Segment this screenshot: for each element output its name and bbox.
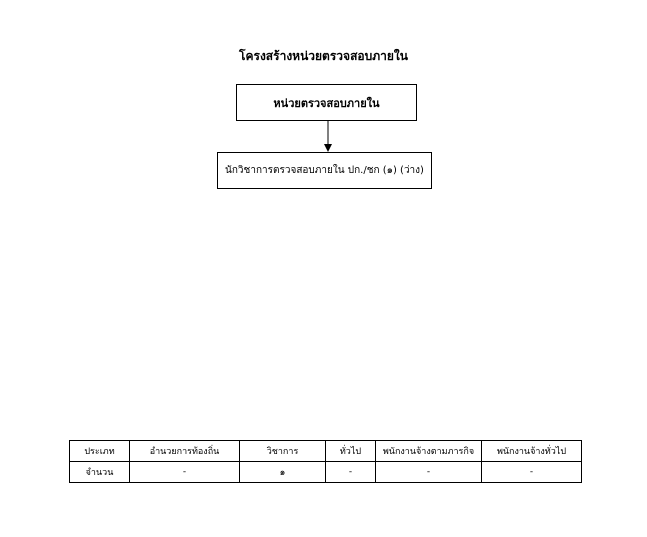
table-cell: ทั่วไป [326,441,376,462]
org-box-label: นักวิชาการตรวจสอบภายใน ปก./ชก (๑) (ว่าง) [225,165,424,176]
table-cell: ประเภท [70,441,130,462]
table-header-row [70,441,582,462]
table-cell: พนักงานจ้างทั่วไป [482,441,582,462]
staff-count-table [69,440,582,483]
table-cell: ๑ [240,462,326,483]
org-box-label: หน่วยตรวจสอบภายใน [273,96,380,110]
table-cell: - [482,462,582,483]
table-cell: จำนวน [70,462,130,483]
table-cell: พนักงานจ้างตามภารกิจ [376,441,482,462]
table-cell: อำนวยการท้องถิ่น [130,441,240,462]
page-title: โครงสร้างหน่วยตรวจสอบภายใน [239,49,408,63]
table-cell: วิชาการ [240,441,326,462]
org-box-internal-auditor-position [217,152,432,189]
table-cell: - [326,462,376,483]
table-row [70,462,582,483]
table-cell: - [376,462,482,483]
table-cell: - [130,462,240,483]
